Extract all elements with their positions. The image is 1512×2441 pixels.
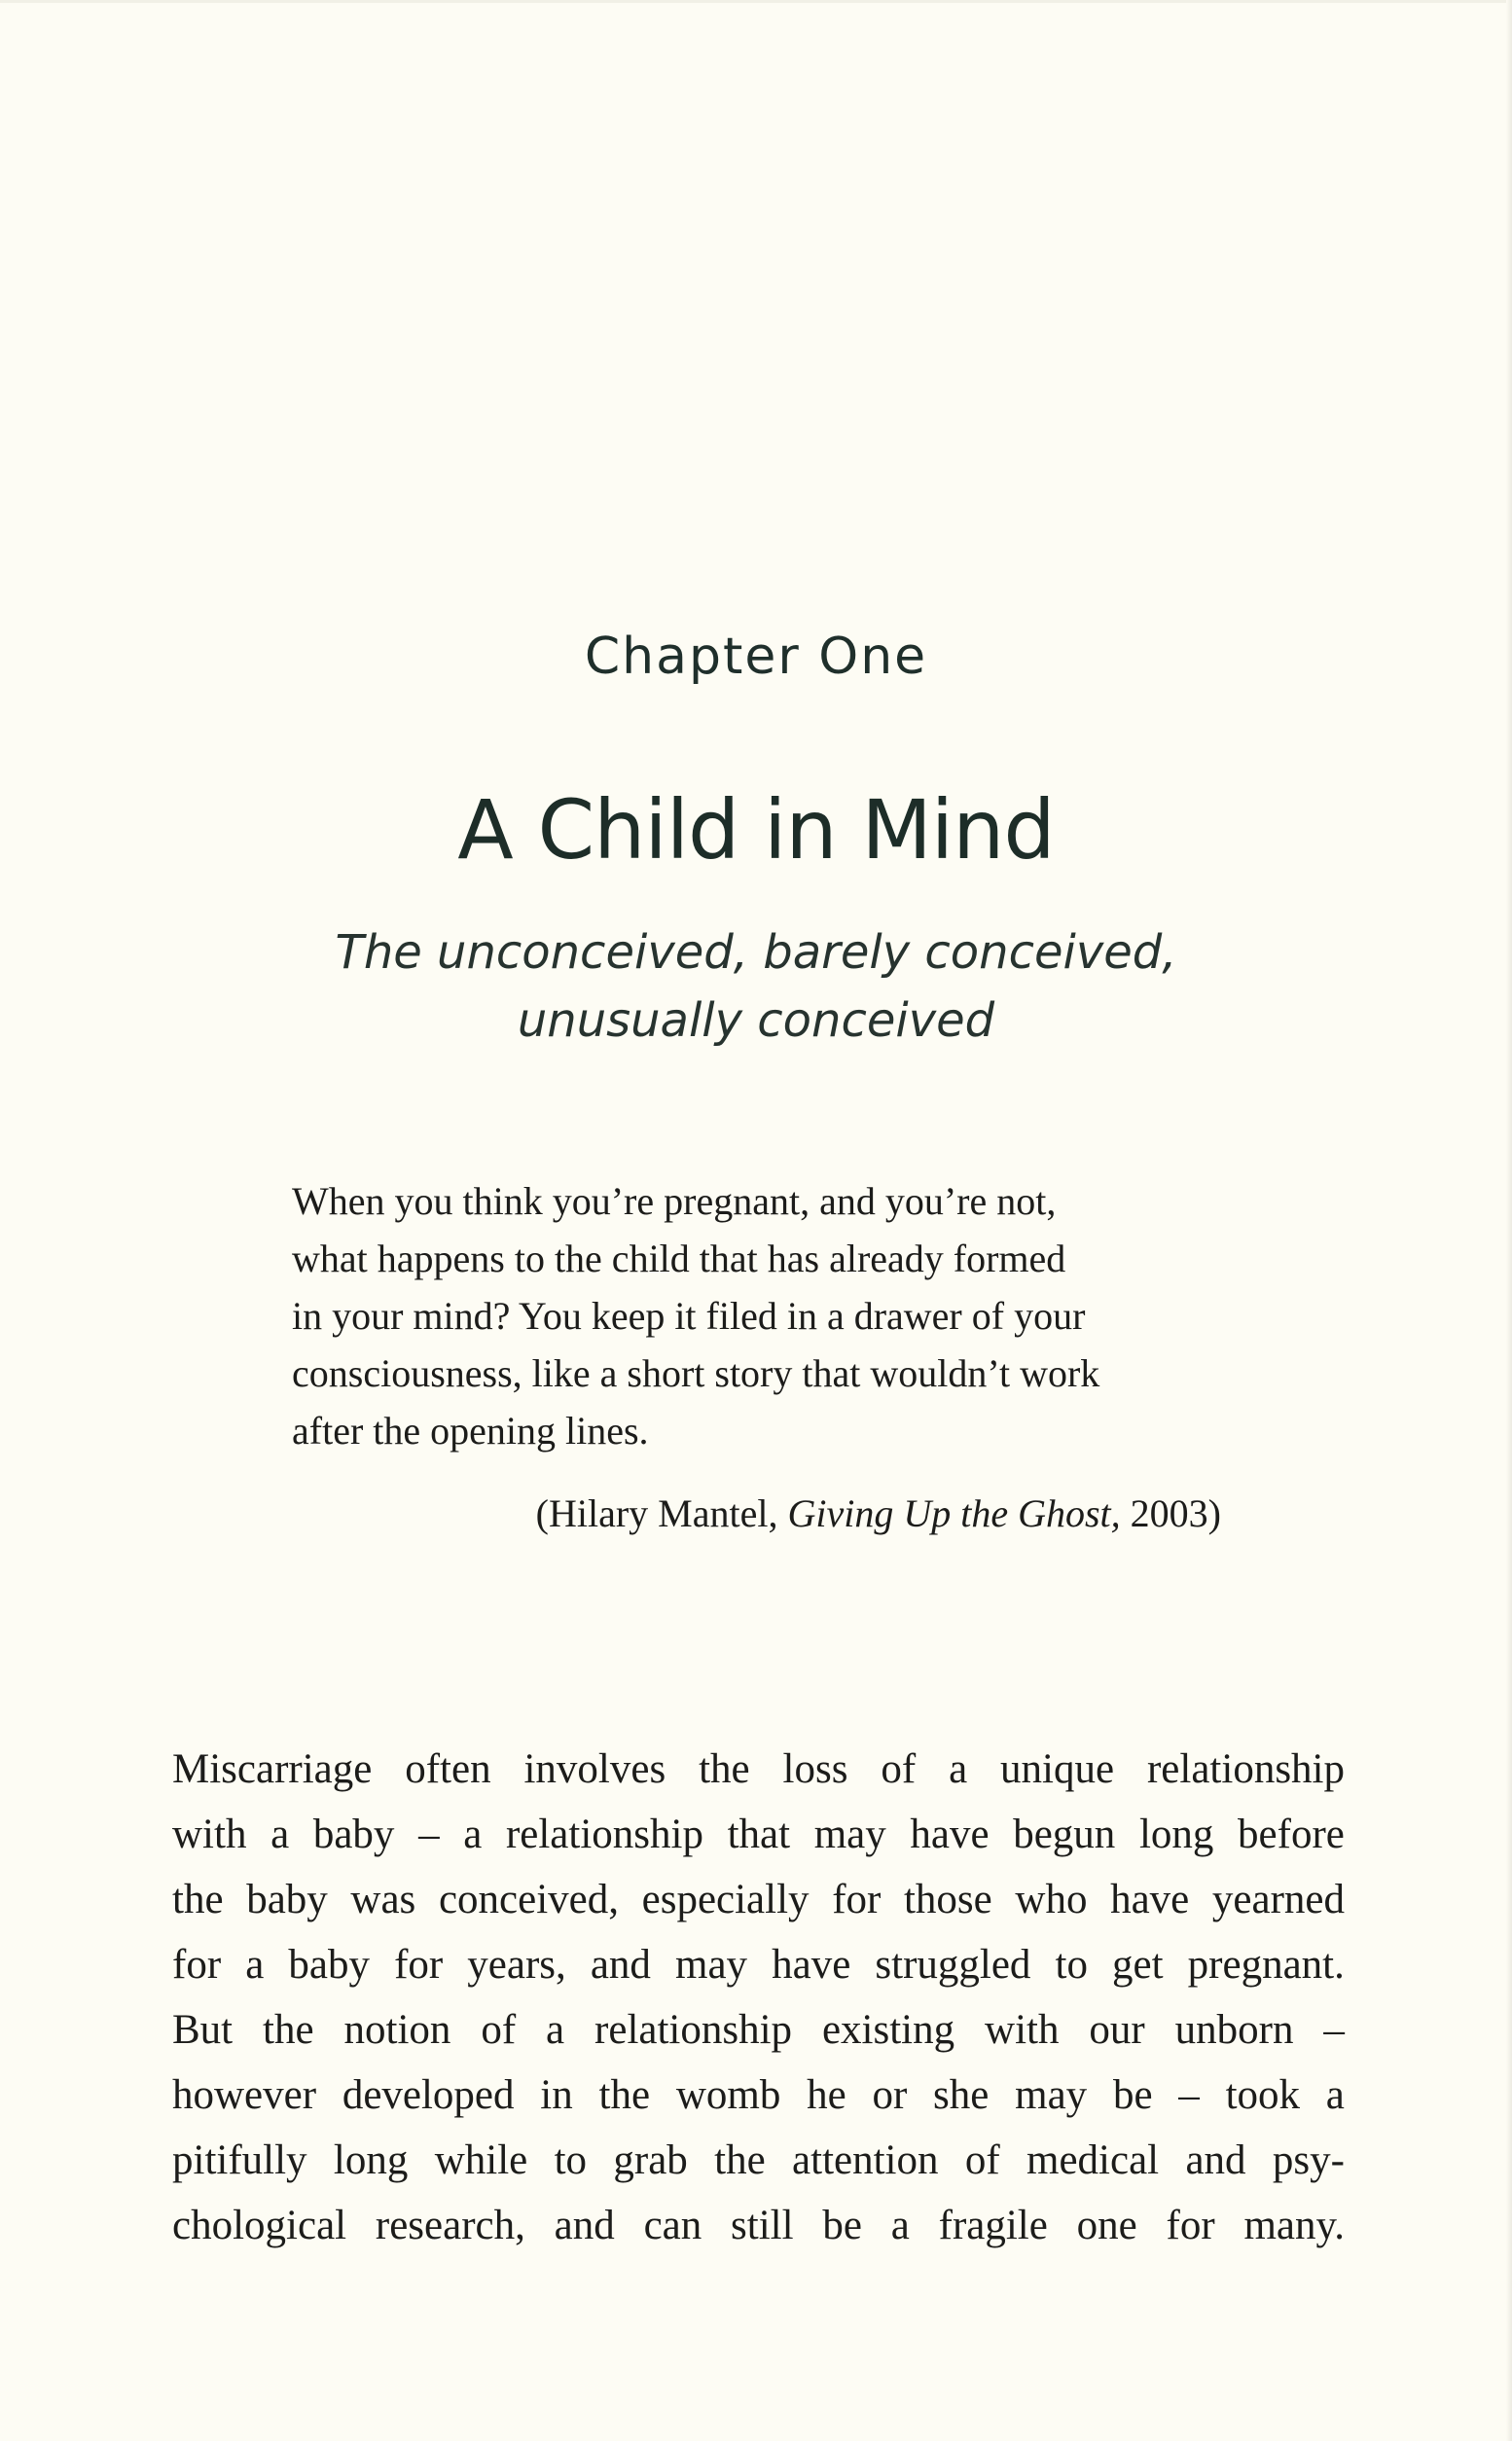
attribution-author: (Hilary Mantel,: [535, 1491, 788, 1535]
body-line: [172, 1997, 1345, 2063]
body-word: the: [714, 2137, 766, 2183]
body-word: –: [1178, 2072, 1200, 2118]
body-word: have: [772, 1942, 851, 1988]
subtitle-line: unusually conceived: [517, 993, 995, 1048]
body-word: baby: [246, 1877, 328, 1922]
body-word: a: [463, 1812, 483, 1857]
body-line: [172, 1737, 1345, 1802]
chapter-title: A Child in Mind: [457, 782, 1055, 878]
body-word: unborn: [1174, 2007, 1294, 2053]
body-word: unique: [1000, 1746, 1115, 1792]
body-word: get: [1112, 1942, 1164, 1988]
body-word: to: [1055, 1942, 1088, 1988]
body-line: [172, 2128, 1345, 2193]
body-word: was: [350, 1877, 416, 1922]
body-word: took: [1225, 2072, 1301, 2118]
body-word: research,: [375, 2203, 525, 2248]
body-word: for: [172, 1942, 222, 1988]
body-word: before: [1238, 1812, 1345, 1857]
chapter-label: Chapter One: [584, 628, 928, 686]
epigraph: [292, 1172, 1226, 1459]
body-word: But: [172, 2007, 234, 2053]
body-word: relationship: [1146, 1746, 1345, 1792]
body-word: our: [1089, 2007, 1145, 2053]
body-word: loss: [782, 1746, 848, 1792]
body-word: relationship: [594, 2007, 793, 2053]
attribution-work-title: Giving Up the Ghost,: [787, 1491, 1121, 1535]
body-word: with: [985, 2007, 1060, 2053]
body-word: begun: [1013, 1812, 1116, 1857]
chapter-subtitle: [0, 918, 1512, 1055]
body-word: may: [675, 1942, 748, 1988]
body-word: who: [1015, 1877, 1088, 1922]
body-word: with: [172, 1812, 247, 1857]
body-word: long: [1138, 1812, 1214, 1857]
body-word: in: [540, 2072, 573, 2118]
body-word: a: [245, 1942, 265, 1988]
body-word: involves: [523, 1746, 666, 1792]
body-word: notion: [343, 2007, 451, 2053]
body-word: be: [1112, 2072, 1153, 2118]
body-word: struggled: [875, 1942, 1031, 1988]
body-word: psy-: [1272, 2137, 1345, 2183]
body-word: the: [263, 2007, 314, 2053]
body-word: years,: [467, 1942, 566, 1988]
body-word: developed: [342, 2072, 515, 2118]
body-line: [172, 1802, 1345, 1867]
body-word: however: [172, 2072, 317, 2118]
body-word: attention: [792, 2137, 939, 2183]
body-word: to: [554, 2137, 588, 2183]
body-word: chological: [172, 2203, 347, 2248]
body-word: long: [333, 2137, 409, 2183]
body-word: of: [481, 2007, 517, 2053]
body-word: still: [731, 2203, 794, 2248]
body-word: often: [405, 1746, 491, 1792]
body-word: or: [872, 2072, 908, 2118]
body-word: those: [903, 1877, 992, 1922]
body-word: of: [964, 2137, 1000, 2183]
epigraph-line: When you think you’re pregnant, and you’re not,: [292, 1179, 1057, 1223]
body-word: that: [727, 1812, 791, 1857]
body-word: existing: [821, 2007, 955, 2053]
body-word: grab: [613, 2137, 688, 2183]
body-word: and: [590, 1942, 651, 1988]
body-word: a: [1325, 2072, 1345, 2118]
body-word: have: [1110, 1877, 1190, 1922]
body-word: may: [813, 1812, 886, 1857]
body-word: have: [910, 1812, 990, 1857]
body-word: a: [890, 2203, 910, 2248]
page-right-edge: [1506, 0, 1512, 2441]
epigraph-line: consciousness, like a short story that wouldn’t work: [292, 1351, 1100, 1395]
body-word: –: [418, 1812, 440, 1857]
body-word: yearned: [1211, 1877, 1345, 1922]
attribution-year: 2003): [1120, 1491, 1221, 1535]
body-word: pitifully: [172, 2137, 307, 2183]
body-line: [172, 2063, 1345, 2128]
body-word: many.: [1243, 2203, 1345, 2248]
body-word: –: [1323, 2007, 1345, 2053]
body-word: of: [881, 1746, 917, 1792]
subtitle-line: The unconceived, barely conceived,: [335, 925, 1177, 980]
body-word: one: [1076, 2203, 1137, 2248]
body-word: fragile: [938, 2203, 1048, 2248]
body-line: [172, 1932, 1345, 1997]
body-word: pregnant.: [1187, 1942, 1345, 1988]
body-word: for: [1166, 2203, 1215, 2248]
body-word: baby: [288, 1942, 370, 1988]
body-word: the: [699, 1746, 750, 1792]
epigraph-attribution: [292, 1487, 1221, 1541]
body-word: he: [807, 2072, 846, 2118]
body-word: a: [949, 1746, 968, 1792]
body-word: may: [1015, 2072, 1088, 2118]
body-word: a: [546, 2007, 565, 2053]
body-word: she: [933, 2072, 990, 2118]
page-top-edge: [0, 0, 1512, 3]
body-word: medical: [1026, 2137, 1160, 2183]
body-word: womb: [675, 2072, 781, 2118]
body-word: the: [598, 2072, 651, 2118]
body-word: and: [554, 2203, 615, 2248]
body-word: baby: [312, 1812, 395, 1857]
body-word: a: [270, 1812, 290, 1857]
epigraph-line: what happens to the child that has already formed: [292, 1237, 1066, 1280]
body-word: especially: [641, 1877, 810, 1922]
body-word: be: [822, 2203, 862, 2248]
body-paragraph: [172, 1737, 1345, 2258]
body-word: while: [434, 2137, 528, 2183]
body-word: the: [172, 1877, 224, 1922]
body-word: for: [832, 1877, 882, 1922]
epigraph-line: in your mind? You keep it filed in a drawer of your: [292, 1294, 1086, 1338]
body-word: and: [1185, 2137, 1246, 2183]
body-word: for: [394, 1942, 444, 1988]
body-word: relationship: [505, 1812, 703, 1857]
body-word: can: [643, 2203, 702, 2248]
epigraph-line: after the opening lines.: [292, 1409, 649, 1453]
body-line: [172, 1867, 1345, 1932]
body-word: Miscarriage: [172, 1746, 373, 1792]
body-line: [172, 2193, 1345, 2258]
body-word: conceived,: [438, 1877, 619, 1922]
